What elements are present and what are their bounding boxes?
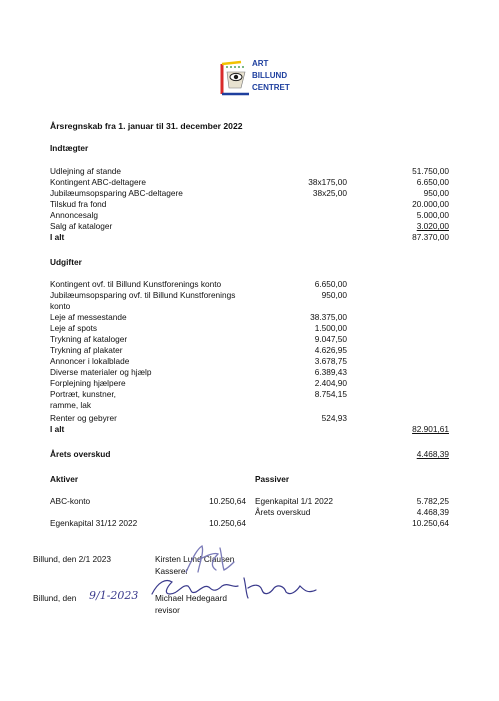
assets-label: ABC-konto [50, 496, 91, 506]
expense-label: Portræt, kunstner, [50, 389, 116, 399]
income-amount: 5.000,00 [416, 210, 449, 220]
income-label: Udlejning af stande [50, 166, 122, 176]
liabilities-amount: 5.782,25 [416, 496, 449, 506]
expense-label: Kontingent ovf. til Billund Kunstforenings konto [50, 279, 222, 289]
signer2-role: revisor [155, 605, 180, 615]
expense-label: Diverse materialer og hjælp [50, 367, 152, 377]
income-amount: 6.650,00 [416, 177, 449, 187]
expense-label: Trykning af kataloger [50, 334, 128, 344]
income-amount: 3.020,00 [416, 221, 449, 231]
income-detail: 38x25,00 [312, 188, 347, 198]
assets-amount: 10.250,64 [209, 518, 246, 528]
income-amount: 950,00 [423, 188, 449, 198]
expense-amount: 4.626,95 [314, 345, 347, 355]
income-label: Jubilæumsopsparing ABC-deltagere [50, 188, 183, 198]
expense-label: Jubilæumsopsparing ovf. til Billund Kunstforenings [50, 290, 236, 300]
expense-amount: 524,93 [321, 413, 347, 423]
expense-label: Forplejning hjælpere [50, 378, 126, 388]
expense-label: Leje af messestande [50, 312, 127, 322]
liabilities-amount: 4.468,39 [416, 507, 449, 517]
assets-label: Egenkapital 31/12 2022 [50, 518, 138, 528]
signer2-name: Michael Hedegaard [155, 593, 227, 603]
liabilities-label: Årets overskud [255, 507, 311, 517]
art-billund-centret-logo-icon [219, 58, 253, 98]
logo-line-2: BILLUND [252, 71, 288, 80]
result-amount: 4.468,39 [416, 449, 449, 459]
income-label: Salg af kataloger [50, 221, 113, 231]
signer1-name: Kirsten Lund Clausen [155, 554, 235, 564]
signer1-role: Kasserer [155, 566, 189, 576]
result-label: Årets overskud [50, 449, 111, 459]
income-amount: 20.000,00 [412, 199, 449, 209]
expense-label: Trykning af plakater [50, 345, 123, 355]
income-label: Kontingent ABC-deltagere [50, 177, 146, 187]
income-detail: 38x175,00 [308, 177, 347, 187]
assets-amount: 10.250,64 [209, 496, 246, 506]
assets-heading: Aktiver [50, 474, 79, 484]
expense-amount: 950,00 [321, 290, 347, 300]
expense-label: Annoncer i lokalblade [50, 356, 130, 366]
place-date-2-prefix: Billund, den [33, 593, 77, 603]
income-label: Annoncesalg [50, 210, 98, 220]
expense-amount: 3.678,75 [314, 356, 347, 366]
place-date-1: Billund, den 2/1 2023 [33, 554, 111, 564]
income-label: Tilskud fra fond [50, 199, 107, 209]
expense-amount: 2.404,90 [314, 378, 347, 388]
expense-label: Leje af spots [50, 323, 98, 333]
income-amount: 51.750,00 [412, 166, 449, 176]
liabilities-label: Egenkapital 1/1 2022 [255, 496, 333, 506]
expense-amount: 6.389,43 [314, 367, 347, 377]
logo [219, 58, 289, 100]
income-total-amount: 87.370,00 [412, 232, 449, 242]
expense-amount: 6.650,00 [314, 279, 347, 289]
expense-amount: 9.047,50 [314, 334, 347, 344]
logo-line-3: CENTRET [252, 83, 290, 92]
expense-total-label: I alt [50, 424, 65, 434]
expense-label-continued: ramme, lak [50, 400, 92, 410]
document-title: Årsregnskab fra 1. januar til 31. december 2022 [50, 121, 243, 131]
expense-amount: 1.500,00 [314, 323, 347, 333]
expense-amount: 38.375,00 [310, 312, 347, 322]
logo-line-1: ART [252, 59, 269, 68]
income-heading: Indtægter [50, 143, 89, 153]
liabilities-heading: Passiver [255, 474, 290, 484]
expenses-heading: Udgifter [50, 257, 82, 267]
liabilities-total-amount: 10.250,64 [412, 518, 449, 528]
income-total-label: I alt [50, 232, 65, 242]
handwritten-date: 9/1-2023 [89, 589, 139, 602]
expense-total-amount: 82.901,61 [412, 424, 449, 434]
expense-amount: 8.754,15 [314, 389, 347, 399]
expense-label-continued: konto [50, 301, 71, 311]
expense-label: Renter og gebyrer [50, 413, 117, 423]
